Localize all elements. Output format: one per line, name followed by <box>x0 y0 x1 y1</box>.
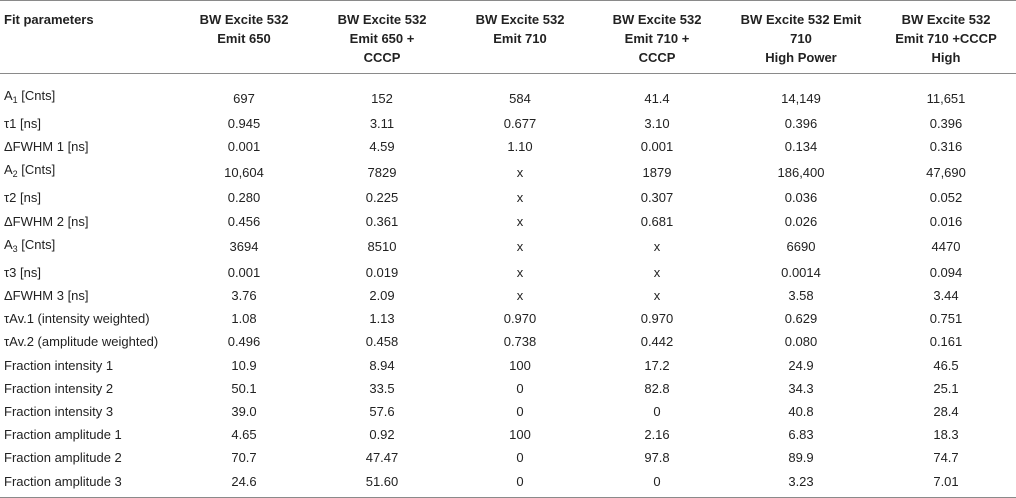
table-cell: 34.3 <box>788 380 814 396</box>
table-row <box>0 210 1016 233</box>
table-cell: 10,604 <box>224 164 264 180</box>
row-label <box>0 261 176 284</box>
table-cell: 0 <box>516 403 524 419</box>
table-cell: 0.026 <box>784 213 818 229</box>
table-row <box>0 377 1016 400</box>
row-label-subscript: 1 <box>12 95 18 105</box>
table-cell: 0.92 <box>369 427 395 443</box>
table-cell: 11,651 <box>926 90 966 106</box>
row-label-main: Fraction amplitude 3 <box>4 473 122 489</box>
table-cell: 0.396 <box>929 116 963 132</box>
table-cell: 47,690 <box>926 164 966 180</box>
table-cell: 0 <box>516 450 524 466</box>
table-cell: 3.76 <box>231 288 257 304</box>
row-label-subscript: 2 <box>12 169 18 180</box>
row-label <box>0 158 176 186</box>
table-row <box>0 158 1016 186</box>
table-cell: 14,149 <box>781 90 821 106</box>
table-cell: 100 <box>509 427 531 443</box>
header-column-label: BW Excite 532 Emit 710 High Power <box>740 12 862 65</box>
header-column <box>588 1 726 74</box>
table-cell: 4.65 <box>231 427 257 443</box>
table-cell: 0.225 <box>365 190 399 206</box>
table-cell: 0 <box>653 473 661 489</box>
table-cell: 41.4 <box>644 90 670 106</box>
table-cell: 1.10 <box>507 139 533 155</box>
header-row <box>0 1 1016 74</box>
table-cell: 1.08 <box>231 311 257 327</box>
table-cell: 28.4 <box>933 403 959 419</box>
table-cell: 33.5 <box>369 380 395 396</box>
table-cell: 0.629 <box>784 311 818 327</box>
table-cell: 82.8 <box>644 380 670 396</box>
table-cell: 0.681 <box>640 213 674 229</box>
table-cell: 0.456 <box>227 213 261 229</box>
table-row <box>0 233 1016 261</box>
header-column <box>176 1 312 74</box>
table-cell: 6.83 <box>788 427 814 443</box>
table-cell: 0.001 <box>227 264 261 280</box>
table-cell: 0.016 <box>929 213 963 229</box>
table-cell: 2.09 <box>369 288 395 304</box>
table-cell: x <box>653 239 661 255</box>
table-cell: x <box>516 213 524 229</box>
table-cell: 697 <box>233 90 255 106</box>
row-label-main: ΔFWHM 3 [ns] <box>4 288 89 304</box>
table-cell: x <box>516 288 524 304</box>
row-label-main: τAv.2 (amplitude weighted) <box>4 334 159 350</box>
table-cell: 0.094 <box>929 264 963 280</box>
table-cell: 0.280 <box>227 190 261 206</box>
table-row <box>0 446 1016 469</box>
row-label-unit: [Cnts] <box>17 236 56 252</box>
table-cell: 0.970 <box>640 311 674 327</box>
row-label-unit: [Cnts] <box>17 162 56 178</box>
header-column <box>876 1 1016 74</box>
table-cell: 74.7 <box>933 450 959 466</box>
table-cell: 584 <box>509 90 531 106</box>
table-row <box>0 307 1016 330</box>
row-label <box>0 284 176 307</box>
table-cell: 0 <box>516 380 524 396</box>
table-cell: 186,400 <box>777 164 825 180</box>
table-cell: x <box>516 164 524 180</box>
header-column-label: BW Excite 532 Emit 650 <box>199 12 289 46</box>
table-cell: 8510 <box>367 239 397 255</box>
table-cell: 0.307 <box>640 190 674 206</box>
row-label-main: A <box>4 162 13 178</box>
table-cell: 4470 <box>931 239 961 255</box>
table-cell: 70.7 <box>231 450 257 466</box>
table-row <box>0 284 1016 307</box>
row-label-main: A <box>4 236 13 252</box>
table-row <box>0 74 1016 113</box>
table-cell: 0.396 <box>784 116 818 132</box>
table-cell: 0.496 <box>227 334 261 350</box>
table-cell: 0.001 <box>640 139 674 155</box>
table-cell: 10.9 <box>231 357 257 373</box>
row-label-main: Fraction amplitude 2 <box>4 450 122 466</box>
table-cell: 3.23 <box>788 473 814 489</box>
row-label <box>0 112 176 135</box>
row-label <box>0 233 176 261</box>
table-cell: 1879 <box>642 164 672 180</box>
row-label <box>0 469 176 497</box>
header-column <box>726 1 876 74</box>
row-label <box>0 400 176 423</box>
table-cell: 3.58 <box>788 288 814 304</box>
table-cell: 7829 <box>367 164 397 180</box>
row-label-main: ΔFWHM 2 [ns] <box>4 213 89 229</box>
table-cell: 0.970 <box>503 311 537 327</box>
row-label <box>0 210 176 233</box>
table-cell: 0.677 <box>503 116 537 132</box>
table-cell: 0.134 <box>784 139 818 155</box>
table-cell: 3.44 <box>933 288 959 304</box>
table-cell: 18.3 <box>933 427 959 443</box>
row-label <box>0 135 176 158</box>
table-cell: 0.019 <box>365 264 399 280</box>
row-label-unit: [Cnts] <box>17 88 56 103</box>
table-row <box>0 112 1016 135</box>
table-cell: 0.361 <box>365 213 399 229</box>
table-cell: 47.47 <box>365 450 399 466</box>
table-cell: 51.60 <box>365 473 399 489</box>
row-label-main: Fraction intensity 3 <box>4 403 114 419</box>
table-cell: x <box>516 264 524 280</box>
header-column-label: BW Excite 532 Emit 710 <box>475 12 565 46</box>
table-cell: 6690 <box>786 239 816 255</box>
table-cell: 50.1 <box>231 380 257 396</box>
table-cell: 0.316 <box>929 139 963 155</box>
table-cell: x <box>516 190 524 206</box>
row-label-main: A <box>4 88 13 103</box>
table-cell: 0.052 <box>929 190 963 206</box>
table-row <box>0 423 1016 446</box>
table-cell: 24.9 <box>788 357 814 373</box>
table-cell: 4.59 <box>369 139 395 155</box>
header-column-label: BW Excite 532 Emit 650 + CCCP <box>337 12 427 65</box>
table-row <box>0 354 1016 377</box>
table-row <box>0 400 1016 423</box>
table-cell: 0.161 <box>929 334 963 350</box>
row-label-main: ΔFWHM 1 [ns] <box>4 139 89 155</box>
table-header <box>0 1 1016 74</box>
table-row <box>0 135 1016 158</box>
table-cell: 39.0 <box>231 403 257 419</box>
table-cell: 24.6 <box>231 473 257 489</box>
header-column-label: BW Excite 532 Emit 710 + CCCP <box>612 12 702 65</box>
table-cell: 0.945 <box>227 116 261 132</box>
table-cell: 2.16 <box>644 427 670 443</box>
table-cell: 57.6 <box>369 403 395 419</box>
table-cell: 0 <box>516 473 524 489</box>
table-cell: 152 <box>371 90 393 106</box>
row-label <box>0 186 176 209</box>
table-cell: 25.1 <box>933 380 959 396</box>
table-cell: 0.036 <box>784 190 818 206</box>
table-cell: 0.001 <box>227 139 261 155</box>
table-cell: 46.5 <box>933 357 959 373</box>
table-cell: 40.8 <box>788 403 814 419</box>
table-cell: 1.13 <box>369 311 395 327</box>
table-cell: 3694 <box>229 239 259 255</box>
table-row <box>0 186 1016 209</box>
table-cell: 0.458 <box>365 334 399 350</box>
table-cell: 0 <box>653 403 661 419</box>
table-row <box>0 469 1016 497</box>
row-label <box>0 307 176 330</box>
table-cell: 8.94 <box>369 357 395 373</box>
row-label-main: τ3 [ns] <box>4 264 41 280</box>
table-cell: 7.01 <box>933 473 959 489</box>
row-label-main: Fraction intensity 1 <box>4 357 114 373</box>
table-cell: x <box>516 239 524 255</box>
row-label <box>0 330 176 353</box>
header-fit-parameters: Fit parameters <box>4 12 94 27</box>
table-cell: 89.9 <box>788 450 814 466</box>
row-label-main: Fraction intensity 2 <box>4 380 114 396</box>
table-row <box>0 330 1016 353</box>
row-label-subscript: 3 <box>12 243 18 254</box>
table-cell: 100 <box>509 357 531 373</box>
table-cell: 0.442 <box>640 334 674 350</box>
row-label <box>0 74 176 113</box>
table-cell: 0.751 <box>929 311 963 327</box>
table-cell: 3.10 <box>644 116 670 132</box>
table-cell: 17.2 <box>644 357 670 373</box>
row-label <box>0 446 176 469</box>
row-label-main: Fraction amplitude 1 <box>4 427 122 443</box>
row-label-main: τ1 [ns] <box>4 116 41 132</box>
table-row <box>0 261 1016 284</box>
table-cell: 3.11 <box>369 116 395 132</box>
header-column <box>452 1 588 74</box>
row-label-main: τ2 [ns] <box>4 190 41 206</box>
table-cell: 0.080 <box>784 334 818 350</box>
table-cell: 97.8 <box>644 450 670 466</box>
header-column-label: BW Excite 532 Emit 710 +CCCP High <box>895 12 997 65</box>
table-body <box>0 74 1016 498</box>
row-label-main: τAv.1 (intensity weighted) <box>4 311 150 327</box>
table-cell: 0.738 <box>503 334 537 350</box>
row-label <box>0 423 176 446</box>
row-label <box>0 377 176 400</box>
row-label <box>0 354 176 377</box>
table-cell: x <box>653 288 661 304</box>
header-column <box>312 1 452 74</box>
table-cell: 0.0014 <box>781 264 821 280</box>
table-cell: x <box>653 264 661 280</box>
